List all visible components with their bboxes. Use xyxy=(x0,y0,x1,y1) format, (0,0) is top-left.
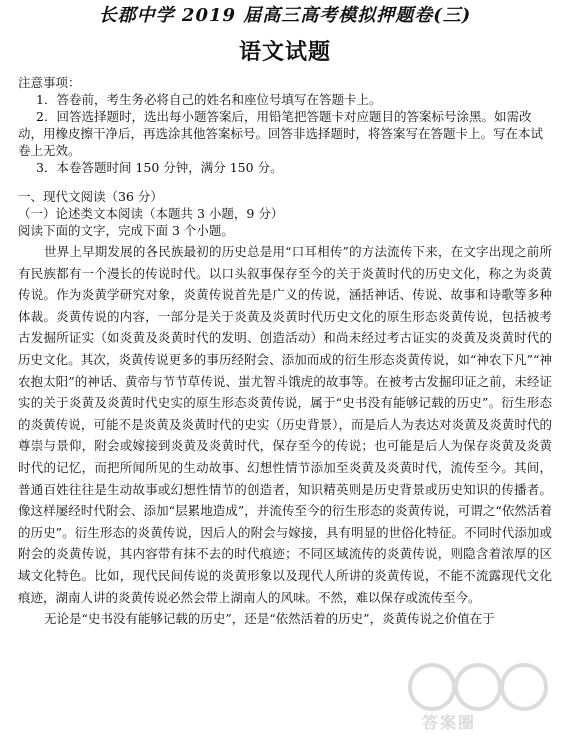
passage-paragraph-1: 世界上早期发展的各民族最初的历史总是用“口耳相传”的方法流传下来，在文字出现之前所有民族都有一个漫长的传说时代。以口头叙事保存至今的关于炎黄时代的历史文化，称之为炎黄传说。作为炎黄学研究对象，炎黄传说首先是广义的传说，涵括神话、传说、故事和诗歌等多种体裁。炎黄传说的内容，一部分是关于炎黄及炎黄时代历史文化的原生形态炎黄传说，包括被考古发掘所证实（如炎黄及炎黄时代的发明、创造活动）和尚未经过考古证实的炎黄及炎黄时代的历史文化。其次，炎黄传说更多的事历经附会、添加而成的衍生形态炎黄传说，如“神农下凡”“神农抱太阳”的神话、黄帝与节节草传说、蚩尤智斗饿虎的故事等。在被考古发掘印证之前，未经证实的关于炎黄及炎黄时代史实的原生形态炎黄传说，属于“史书没有能够记载的历史”。衍生形态的炎黄传说，可能不是炎黄及炎黄时代的史实（历史背景），而是后人为表达对炎黄及炎黄时代的尊崇与景仰，附会或嫁接到炎黄及炎黄时代，保存至今的传说；也可能是后人为保存炎黄及炎黄时代的记忆，而把所闻所见的生动故事、幻想性情节添加至炎黄及炎黄时代，流传至今。其间，普通百姓往往是生动故事或幻想性情节的创造者，知识精英则是历史背景或历史知识的传播者。像这样屡经时代附会、添加“层累地造成”，并流传至今的衍生形态的炎黄传说，可谓之“依然活着的历史”。衍生形态的炎黄传说，因后人的附会与嫁接，具有明显的世俗化特征。不同时代添加或附会的炎黄传说，其内容带有抹不去的时代痕迹；不同区域流传的炎黄传说，则隐含着浓厚的区域文化特色。比如，现代民间传说的炎黄形象以及现代人所讲的炎黄传说，不能不流露现代文化痕迹，湖南人讲的炎黄传说必然会带上湖南人的风味。不然，难以保存或流传至今。 xyxy=(18,244,552,605)
watermark-logo xyxy=(392,657,562,735)
subject-title: 语文试题 xyxy=(238,40,331,65)
reading-passage xyxy=(18,241,552,630)
note-item-3: 3．本卷答题时间 150 分钟，满分 150 分。 xyxy=(36,160,283,175)
exam-title: 长郡中学 2019 届高三高考模拟押题卷(三) xyxy=(98,5,472,26)
section-instruction: 阅读下面的文字，完成下面 3 个小题。 xyxy=(18,223,234,238)
watermark-text: 答案圈 xyxy=(422,713,477,732)
exam-page xyxy=(18,4,552,739)
note-item-2: 2．回答选择题时，选出每小题答案后，用铅笔把答题卡对应题目的答案标号涂黑。如需改动，用橡皮擦干净后，再选涂其他答案标号。回答非选择题时，将答案写在答题卡上。写在本试卷上无效。 xyxy=(18,109,544,158)
note-item-1: 1．答卷前，考生务必将自己的姓名和座位号填写在答题卡上。 xyxy=(36,92,382,107)
watermark-icon xyxy=(392,657,562,735)
notes-heading: 注意事项： xyxy=(18,75,81,90)
section-heading-block xyxy=(18,188,552,239)
passage-paragraph-2: 无论是“史书没有能够记载的历史”，还是“依然活着的历史”，炎黄传说之价值在于 xyxy=(44,611,495,627)
section-subpart-heading: （一）论述类文本阅读（本题共 3 小题，9 分） xyxy=(18,206,284,221)
section-part-heading: 一、现代文阅读（36 分） xyxy=(18,189,163,204)
exam-notes xyxy=(18,74,552,176)
